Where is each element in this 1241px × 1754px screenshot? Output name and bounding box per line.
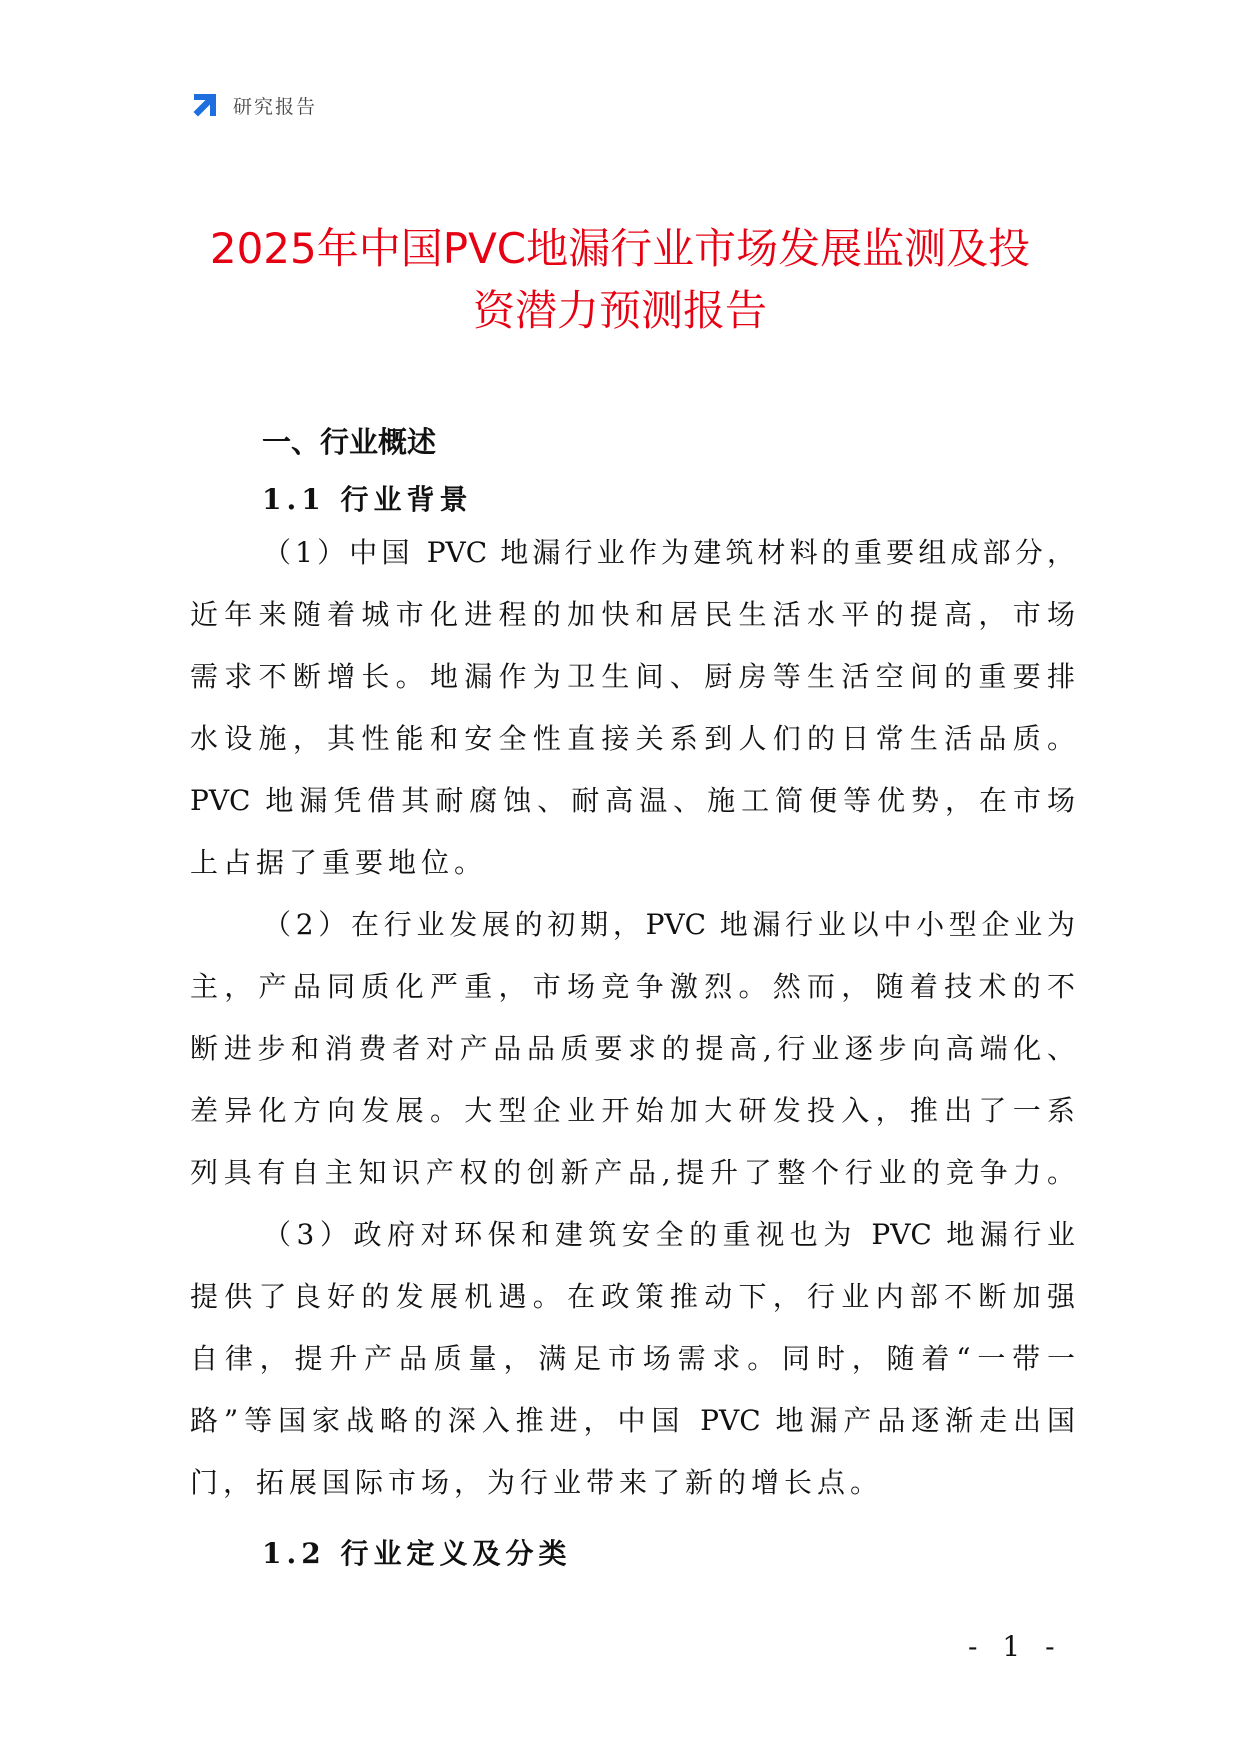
paragraph-line: 路”等国家战略的深入推进，中国 PVC 地漏产品逐渐走出国 (190, 1404, 1075, 1437)
paragraph-line: 断进步和消费者对产品品质要求的提高,行业逐步向高端化、 (190, 1032, 1075, 1065)
paragraph-3 (190, 1204, 1075, 1514)
paragraph-line: 列具有自主知识产权的创新产品,提升了整个行业的竞争力。 (190, 1156, 1075, 1189)
paragraph-line: 差异化方向发展。大型企业开始加大研发投入，推出了一系 (190, 1094, 1075, 1127)
paragraph-2 (190, 894, 1075, 1204)
title-line: 资潜力预测报告 (472, 286, 767, 335)
paragraph-line: 上占据了重要地位。 (190, 846, 488, 879)
paragraph-line: （3）政府对环保和建筑安全的重视也为 PVC 地漏行业 (263, 1218, 1075, 1251)
paragraph-line: PVC 地漏凭借其耐腐蚀、耐高温、施工简便等优势，在市场 (190, 784, 1075, 817)
report-header (189, 88, 317, 122)
arrow-up-right-icon (189, 89, 221, 121)
paragraph-line: （2）在行业发展的初期，PVC 地漏行业以中小型企业为 (263, 908, 1075, 941)
paragraph-line: 自律，提升产品质量，满足市场需求。同时，随着“一带一 (190, 1342, 1075, 1375)
header-label: 研究报告 (233, 95, 318, 118)
paragraph-line: 主，产品同质化严重，市场竞争激烈。然而，随着技术的不 (190, 970, 1075, 1003)
page-number: - 1 - (968, 1630, 1063, 1663)
subsection-heading-1-1: 1.1 行业背景 (262, 483, 473, 516)
paragraph-line: 门，拓展国际市场，为行业带来了新的增长点。 (190, 1466, 884, 1499)
paragraph-line: 水设施，其性能和安全性直接关系到人们的日常生活品质。 (190, 722, 1075, 755)
subsection-heading-1-2: 1.2 行业定义及分类 (262, 1537, 572, 1570)
paragraph-1 (190, 522, 1075, 894)
paragraph-line: 近年来随着城市化进程的加快和居民生活水平的提高，市场 (190, 598, 1075, 631)
report-title (150, 218, 1090, 342)
paragraph-line: （1）中国 PVC 地漏行业作为建筑材料的重要组成部分， (263, 536, 1075, 569)
section-heading: 一、行业概述 (262, 425, 437, 459)
title-line: 2025年中国PVC地漏行业市场发展监测及投 (209, 224, 1031, 273)
paragraph-line: 提供了良好的发展机遇。在政策推动下，行业内部不断加强 (190, 1280, 1075, 1313)
paragraph-line: 需求不断增长。地漏作为卫生间、厨房等生活空间的重要排 (190, 660, 1075, 693)
